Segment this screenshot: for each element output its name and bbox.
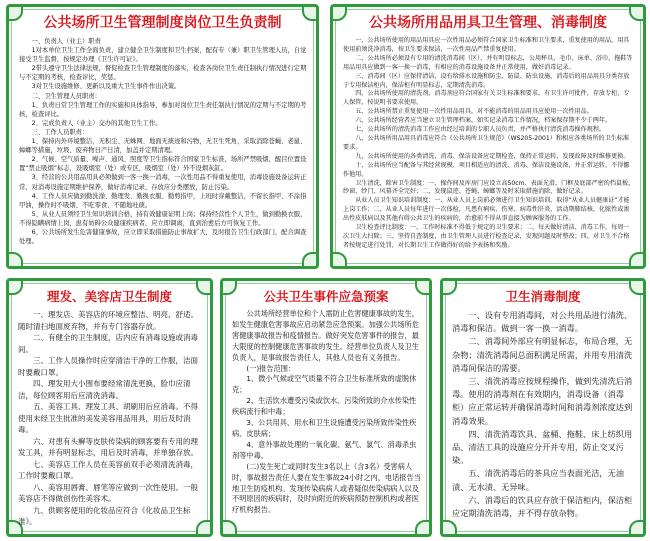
paragraph: 一、负责人（业主）职责: [31, 38, 101, 45]
paragraph: 四、清洗消毒饮具、盆桶、拖鞋、床上纺织用品、清洁工具的设施应分开并专用，防止交叉污染。: [452, 428, 633, 466]
corner-ornament: [331, 252, 347, 268]
corner-ornament: [7, 252, 23, 268]
paragraph: 一、设有专用消毒间，对公共用品进行清洗、消毒和保洁。做到一客一换一消毒。: [452, 310, 633, 334]
paragraph: 七、美容店工作人员在美容前双手必须清洗消毒，工作时要戴口罩。: [18, 459, 198, 480]
paragraph: 五、公共场所禁止重复使用一次性用品用具，对不能消毒的用品用具应使用一次性用品。: [355, 108, 593, 116]
paragraph: 卫生清洗、除害卫生制度：一、操作间及库房门应设立高50cm、表面光滑、门框及底部严密的挡鼠板，纱窗、纱门、风幕齐全完好；二、发现鼠迹、苍蝇、蟑螂等及时采取措施消除，做好记录。: [343, 179, 635, 196]
paragraph: 三、消毒间（区）应保持清洁，设有给排水设施和防尘、防鼠、防虫设施，消毒后的用品用具分类存放于专用保洁柜内，保洁柜有明显标志，定期清洗消毒。: [343, 72, 630, 89]
panel-body: [452, 309, 636, 520]
paragraph: 三、清洗消毒应按规程操作，做到先清洗后消毒。使用的消毒剂在有效期内，消毒设备（消毒柜）应正常运转并确保消毒时间和消毒剂浓度达到消毒效果。: [452, 376, 633, 426]
panel-body: [19, 37, 308, 246]
paragraph: 二、卫生管理人员职责：: [31, 92, 101, 100]
paragraph: 一、理发店、美容店的环境应整洁、明亮、舒适。随时清扫地面废弃物，并有专门容器存放。: [18, 310, 198, 331]
paragraph: 2、气候、空气质量、噪声、通风、照度等卫生指标符合国家卫生标准，场所严禁吸烟，醒目位置设置“禁止吸烟”标志，设吸烟室（处）或专区，吸烟室（处）外不设烟灰缸。: [19, 156, 307, 173]
paragraph: 二、消毒间外部应有明显标志，布局合理，无杂物；清洗消毒间总面积满足所需，并用专用清洗消毒间保洁的需要。: [452, 336, 633, 373]
panel-body: [18, 309, 203, 528]
paragraph: 二、公共场所必须设有专用的清洗消毒间（区），并有明显标志，公用杯具、毛巾、床单、浴巾、拖鞋等用品用具应做到一客一换一消毒，有相应的消毒设施设备并正常使用，做好消毒记录。: [343, 54, 633, 71]
paragraph: 九、供顾客使用的化妆品应符合《化妆品卫生标准》。: [18, 505, 191, 526]
paragraph: 4、工作人员应做到勤洗澡、勤理发、勤换衣服、勤剪指甲，上班时穿戴整洁，不留长指甲、不涂指甲油，操作时不吸烟、不吃零食、不随地吐痰。: [19, 192, 307, 209]
panel-title: 卫生消毒制度: [505, 289, 581, 304]
paragraph: 六、公共场所经营者应当建立卫生管理档案，如实记录消毒工作情况，档案保存期不少于两年。: [355, 117, 612, 125]
panel-disinfection-rules: [440, 278, 646, 537]
paragraph: 4、意外事故处理的一氧化碳、氨气、氯气、消毒杀虫剂等中毒。: [232, 439, 417, 460]
panel-supplies-disinfection: [330, 4, 646, 269]
panel-hygiene-responsibility: [6, 4, 319, 269]
paragraph: 七、公共场所的清洗消毒工作应由经过培训的专职人员负责，并严格执行清洗消毒操作规程。: [355, 126, 606, 134]
paragraph: 九、公共场所使用的各类清洗、消毒、保洁设备应定期检查，保持正常运转，发现故障及时维修更换。: [355, 152, 630, 160]
paragraph: 五、美容工具、理发工具、胡刷用后应消毒。不得使用未经卫生批准的美发美容用品用具，用后及时消毒。: [18, 402, 198, 434]
paragraph: 3、公共用具、用水和卫生设施遭受污染所致传染性疾病、皮肤病；: [232, 418, 417, 438]
panel-title: 公共场所卫生管理制度岗位卫生负责制: [43, 15, 282, 31]
paragraph: 6、公共场所发生危害健康事故，应立即采取措施防止事故扩大，及时报告卫生行政部门，配合调查处理。: [19, 228, 307, 246]
paragraph: 1、微小气候或空气质量不符合卫生标准所致的虚脱休克；: [232, 374, 417, 395]
corner-ornament: [415, 520, 431, 536]
paragraph: (一)报告范围：: [246, 363, 296, 373]
paragraph: 卫生检查评比制度：一、工作时标准不得低于规定的卫生要求；二、每天做好清洁、消毒工作，每周一次卫生大扫除；三、坚持自查制度，由卫生管理人员进行检查记录，发现问题及时整改；四、对卫生不合格者按规定进行处罚，对长期卫生工作做得好的给予表扬和奖励。: [343, 224, 630, 249]
paragraph: 1、保持内外环境整洁，无积尘、无蛛网、地面无痰迹和污物，无卫生死角，采取消除苍蝇、老鼠、蟑螂等措施，垃圾、废弃物日产日清，加盖并定期清理。: [19, 138, 307, 155]
paragraph: (二)发生死亡或同时发生3名以上（含3名）受害病人时，事故报告责任人要在发生事故24小时之内，电话报告当地卫生防疫机构。发现传染病病人或者疑似传染病病人以及不明原因的疾病时，及时向附近的疾病预防控制机构或者医疗机构报告。: [232, 461, 421, 515]
paragraph: 五、清洗消毒后的茶具应当表面光洁，无油渍、无水渍、无异味。: [452, 468, 624, 492]
paragraph: 从业人员卫生知识培训制度：一、从业人员上岗前必须进行卫生知识培训，取得“从业人员健康证”才能上岗工作；二、从业人员每年进行一次体检，凡患有痢疾、伤寒、病毒性肝炎、活动期肺结核、化脓性或渗出性皮肤病以及其他有碍公共卫生的疾病的，治愈前不得从事直接为顾客服务的工作。: [343, 197, 630, 223]
paragraph: 八、公共场所用品用具消毒应符合《公共场所卫生规范》（WS205-2001）和相应各类场所的卫生标准要求。: [343, 134, 630, 151]
corner-ornament: [302, 252, 318, 268]
panel-title: 公共卫生事件应急预案: [263, 289, 389, 304]
panel-salon-hygiene: [6, 278, 213, 537]
corner-ornament: [629, 252, 645, 268]
panel-body: [232, 309, 422, 516]
paragraph: 5、从业人员须经卫生知识培训合格，持有效健康证明上岗；保持经营性个人卫生，做到勤换衣服，不得隐瞒病情上岗，患有妨碍公众健康疾病者，应立即调离，直到治愈后方可恢复工作。: [19, 210, 307, 227]
paragraph: 1、负责日常卫生管理工作的实施和具体指导，参加对岗位卫生责任制执行情况的定期与不定期的考核，检查评比。: [19, 101, 307, 118]
panel-title: 理发、美容店卫生制度: [46, 289, 172, 304]
paragraph: 六、消毒后的饮具应存放于保洁柜内，保洁柜应定期清洗消毒，并不得存放杂物。: [452, 494, 633, 519]
paragraph: 2带头遵守卫生法律法规，督促检查卫生管理制度的落实，检查各岗位卫生责任制执行情况进行定期与不定期的考核，检查评比，奖惩。: [19, 65, 307, 82]
paragraph: 四、公共场所使用的清洗剂、消毒剂应符合国家有关卫生标准和要求，有卫生许可批件，存放专柜，专人保管，按说明书要求使用。: [343, 90, 630, 107]
paragraph: 3、经营的公共用品用具必须做到一客一换一消毒，一次性用品不得重复使用，消毒设施设备运转正常，对消毒设施定期维护保养，做好消毒记录，存放应分类摆放，防止污染。: [19, 174, 307, 191]
panel-title: 公共场所用品用具卫生管理、消毒制度: [369, 15, 607, 31]
panel-emergency-plan: [220, 278, 432, 537]
paragraph: 2、生活饮水遭受污染或饮水、污染所致的介水传染性疾病流行和中毒；: [232, 396, 417, 417]
paragraph: 二、有健全的卫生制度，店内应有消毒设施或消毒间。: [18, 333, 198, 354]
paragraph: 八、美容用唇膏、唇笔等应做到一次性使用。一般美容店不得做创伤性美容术。: [18, 482, 198, 503]
paragraph: 三、工作人员操作时应穿清洁干净的工作服，洁面时要戴口罩。: [18, 356, 198, 377]
paragraph: 六、对患有头癣等皮肤传染病的顾客要有专用的理发工具，并有明显标志，用后及时消毒，并单独存放。: [18, 436, 198, 457]
paragraph: 四、理发用大小围布要经常清洗更换，脸巾应清洁，每位顾客用后应清洗消毒。: [18, 379, 191, 400]
paragraph: 一、公共场所使用的用品用具应一次性用品必须符合国家卫生标准和卫生要求，重复使用的用品、用具使用前须洗净消毒，按卫生要求保洁，一次性用品严禁重复使用。: [343, 37, 630, 53]
corner-ornament: [441, 520, 457, 536]
panel-body: [343, 37, 635, 251]
paragraph: 2、完成负责人（业主）交办的其他卫生工作。: [31, 119, 162, 127]
paragraph: 三、工作人员职责：: [31, 128, 89, 136]
paragraph: 1对本单位卫生工作全面负责，建立健全卫生制度和卫生档案，配有专（兼）职卫生管理人员，自觉接受卫生监督，按规定办理《卫生许可证》。: [19, 47, 307, 64]
paragraph: 十、公共场所应当配备与其经营规模、项目相适应的清洗、消毒、保洁设施设备，并正常运转，不得挪作他用。: [343, 161, 630, 178]
corner-ornament: [629, 520, 645, 536]
paragraph: 公共场所经营单位和个人需防止危害健康事故的发生，如发生健康危害事故应启动紧急应急预案。加强公共场所危害健康事故报告和疫情报告。做好突发危害事件的报告，最大限度的控制健康危害事故的发生。经营单位负责人及卫生负责人，是事故报告责任人，其他人员也有义务报告。: [232, 309, 419, 362]
paragraph: 3对卫生设施维修、更新以及重大卫生事件作出决策。: [31, 83, 181, 91]
corner-ornament: [221, 520, 237, 536]
